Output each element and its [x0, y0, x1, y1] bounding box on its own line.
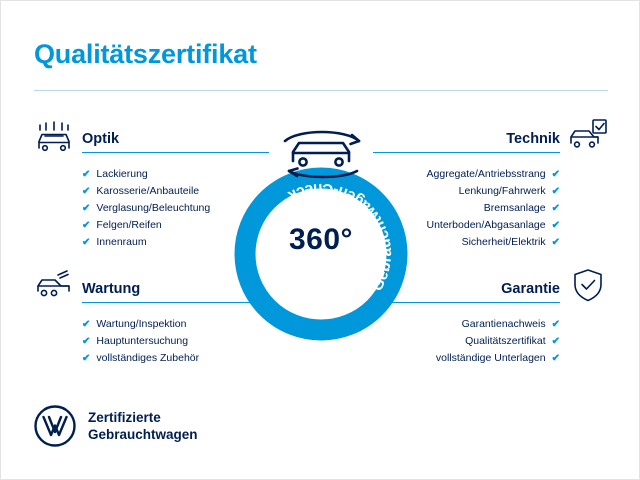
list-item-label: Innenraum: [96, 236, 147, 248]
badge-degrees: 360°: [288, 223, 354, 256]
list-item-label: Garantienachweis: [461, 318, 546, 330]
list-item-label: Felgen/Reifen: [96, 219, 162, 231]
shield-check-icon: [568, 267, 608, 305]
section-label: Technik: [506, 131, 560, 147]
car-checklist-icon: [568, 117, 608, 155]
list-item-label: Hauptuntersuchung: [96, 335, 189, 347]
page-title: Qualitätszertifikat: [34, 39, 257, 69]
list-item-label: Wartung/Inspektion: [96, 318, 187, 330]
section-header: [373, 129, 608, 159]
check-icon: ✔: [82, 203, 91, 214]
check-badge: [228, 161, 414, 347]
check-icon: ✔: [551, 353, 560, 364]
check-icon: ✔: [82, 319, 91, 330]
list-item: [34, 350, 269, 367]
check-icon: ✔: [551, 186, 560, 197]
list-item-label: vollständiges Zubehör: [96, 352, 200, 364]
vw-logo-icon: [34, 405, 76, 447]
list-item-label: Lackierung: [96, 168, 148, 180]
footer-logo-block: [34, 405, 198, 447]
section-label: Optik: [82, 131, 120, 147]
list-item-label: Sicherheit/Elektrik: [461, 236, 546, 248]
list-item: [373, 350, 608, 367]
section-label: Garantie: [501, 281, 560, 297]
check-icon: ✔: [82, 237, 91, 248]
check-icon: ✔: [82, 169, 91, 180]
title-divider: [34, 90, 608, 91]
car-front-rotation-icon: [259, 127, 383, 179]
check-icon: ✔: [551, 203, 560, 214]
check-icon: ✔: [551, 169, 560, 180]
section-divider: [373, 152, 560, 153]
list-item-label: Unterboden/Abgasanlage: [426, 219, 546, 231]
footer-line-2: Gebrauchtwagen: [88, 427, 198, 442]
section-divider: [82, 152, 269, 153]
list-item-label: Bremsanlage: [483, 202, 546, 214]
check-icon: ✔: [551, 336, 560, 347]
car-wash-icon: [34, 117, 74, 155]
check-icon: ✔: [82, 186, 91, 197]
list-item-label: vollständige Unterlagen: [435, 352, 546, 364]
check-icon: ✔: [82, 353, 91, 364]
list-item-label: Karosserie/Anbauteile: [96, 185, 200, 197]
list-item-label: Aggregate/Antriebsstrang: [426, 168, 546, 180]
car-service-icon: [34, 267, 74, 305]
list-item-label: Lenkung/Fahrwerk: [458, 185, 546, 197]
badge-ring-text: Gebrauchtwagen-Check: [285, 179, 396, 294]
section-label: Wartung: [82, 281, 141, 297]
check-icon: ✔: [82, 220, 91, 231]
list-item-label: Verglasung/Beleuchtung: [96, 202, 211, 214]
footer-line-1: Zertifizierte: [88, 410, 161, 425]
check-icon: ✔: [551, 220, 560, 231]
section-header: [34, 129, 269, 159]
footer-text: [88, 409, 198, 443]
list-item-label: Qualitätszertifikat: [465, 335, 546, 347]
check-icon: ✔: [551, 319, 560, 330]
check-icon: ✔: [551, 237, 560, 248]
check-icon: ✔: [82, 336, 91, 347]
